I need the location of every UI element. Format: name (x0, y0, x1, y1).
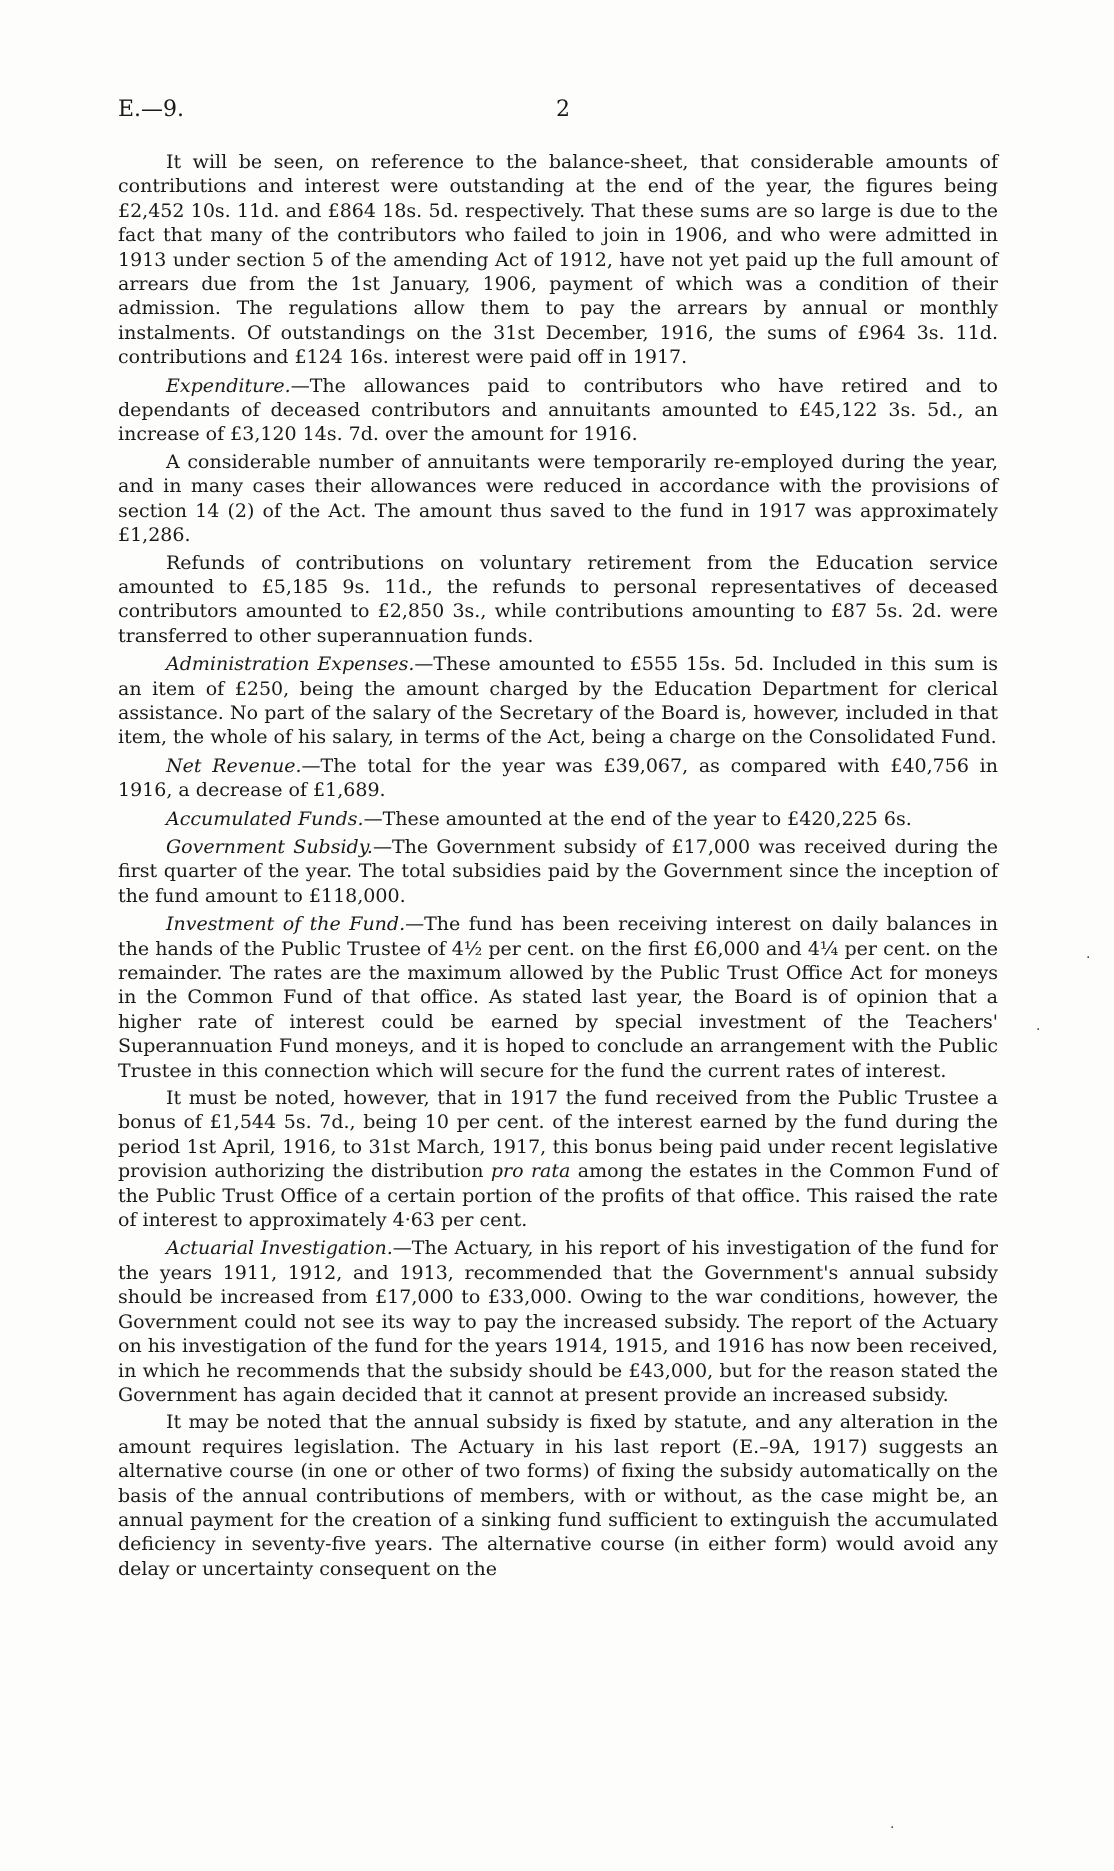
section-heading: Government Subsidy. (166, 835, 373, 858)
paragraph-outstanding-amounts: It will be seen, on reference to the balance-sheet, that considerable amounts of contributions and interest were outstanding at the end of the year, the figures being £2,452 10s. 11d. and £864 18s. 5d. respectively. That these sums are so large is due to the fact that many of the contributors who failed to join in 1906, and who were admitted in 1913 under section 5 of the amending Act of 1912, have not yet paid up the full amount of arrears due from the 1st January, 1906, payment of which was a condition of their admission. The regulations allow them to pay the arrears by annual or monthly instalments. Of outstandings on the 31st December, 1916, the sums of £964 3s. 11d. contributions and £124 16s. interest were paid off in 1917. (118, 151, 998, 369)
margin-speck: · (1036, 1022, 1041, 1038)
paragraph-net-revenue: Net Revenue.—The total for the year was £39,067, as compared with £40,756 in 1916, a decrease of £1,689. (118, 754, 998, 802)
paragraph-investment: Investment of the Fund.—The fund has been receiving interest on daily balances in the hands of the Public Trustee of 4½ per cent. on the first £6,000 and 4¼ per cent. on the remainder. The rates are the maximum allowed by the Public Trust Office Act for moneys in the Common Fund of that office. As stated last year, the Board is of opinion that a higher rate of interest could be earned by special investment of the Teachers' Superannuation Fund moneys, and it is hoped to conclude an arrangement with the Public Trustee in this connection which will secure for the fund the current rates of interest. (118, 913, 998, 1082)
section-heading: Net Revenue. (166, 754, 302, 777)
document-reference: E.—9. (118, 97, 185, 122)
paragraph-expenditure: Expenditure.—The allowances paid to contributors who have retired and to dependants of deceased contributors and annuitants amounted to £45,122 3s. 5d., an increase of £3,120 14s. 7d. over the amount for 1916. (118, 374, 998, 446)
paragraph-government-subsidy: Government Subsidy.—The Government subsidy of £17,000 was received during the first quarter of the year. The total subsidies paid by the Government since the inception of the fund amount to £118,000. (118, 835, 998, 907)
paragraph-bonus: It must be noted, however, that in 1917 the fund received from the Public Trustee a bonus of £1,544 5s. 7d., being 10 per cent. of the interest earned by the fund during the period 1st April, 1916, to 31st March, 1917, this bonus being paid under recent legislative provision authorizing the distribution pro rata among the estates in the Common Fund of the Public Trust Office of a certain portion of the profits of that office. This raised the rate of interest to approximately 4·63 per cent. (118, 1087, 998, 1232)
page-number: 2 (556, 97, 570, 122)
paragraph-refunds: Refunds of contributions on voluntary retirement from the Education service amounted to £5,185 9s. 11d., the refunds to personal representatives of deceased contributors amounted to £2,850 3s., while contributions amounting to £87 5s. 2d. were transferred to other superannuation funds. (118, 551, 998, 647)
paragraph-accumulated-funds: Accumulated Funds.—These amounted at the end of the year to £420,225 6s. (166, 807, 912, 830)
italic-term: pro rata (490, 1160, 571, 1183)
section-heading: Expenditure. (166, 374, 291, 397)
paragraph-administration-expenses: Administration Expenses.—These amounted to £555 15s. 5d. Included in this sum is an item of £250, being the amount charged by the Education Department for clerical assistance. No part of the salary of the Secretary of the Board is, however, included in that item, the whole of his salary, in terms of the Act, being a charge on the Consolidated Fund. (118, 653, 998, 749)
section-heading: Administration Expenses. (166, 653, 415, 676)
section-heading: Investment of the Fund. (166, 913, 406, 936)
paragraph-actuarial-investigation: Actuarial Investigation.—The Actuary, in his report of his investigation of the fund for the years 1911, 1912, and 1913, recommended that the Government's annual subsidy should be increased from £17,000 to £33,000. Owing to the war conditions, however, the Government could not see its way to pay the increased subsidy. The report of the Actuary on his investigation of the fund for the years 1914, 1915, and 1916 has now been received, in which he recommends that the subsidy should be £43,000, but for the reason stated the Government has again decided that it cannot at present provide an increased subsidy. (118, 1237, 999, 1406)
page-header (118, 97, 998, 127)
paragraph-annuitants: A considerable number of annuitants were temporarily re-employed during the year, and in many cases their allowances were reduced in accordance with the provisions of section 14 (2) of the Act. The amount thus saved to the fund in 1917 was approximately £1,286. (118, 450, 998, 547)
section-heading: Accumulated Funds. (166, 807, 364, 830)
paragraph-subsidy-statute: It may be noted that the annual subsidy is fixed by statute, and any alteration in the amount requires legislation. The Actuary in his last report (E.–9A, 1917) suggests an alternative course (in one or other of two forms) of fixing the subsidy automatically on the basis of the annual contributions of members, with or without, as the case might be, an annual payment for the creation of a sinking fund sufficient to extinguish the accumulated deficiency in seventy-five years. The alternative course (in either form) would avoid any delay or uncertainty consequent on the (118, 1411, 998, 1580)
margin-speck: · (1086, 950, 1091, 966)
section-heading: Actuarial Investigation. (166, 1237, 393, 1260)
report-body (118, 150, 998, 1584)
margin-speck: · (890, 1820, 895, 1836)
